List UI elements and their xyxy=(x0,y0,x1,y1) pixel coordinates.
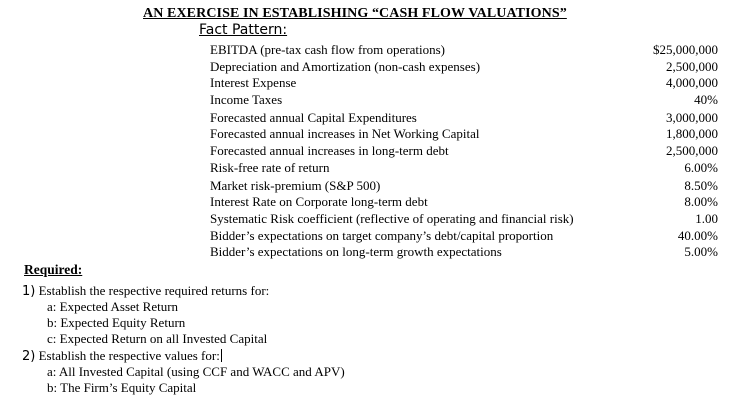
fact-label: Interest Rate on Corporate long-term debt xyxy=(210,194,428,210)
fact-value: 40% xyxy=(694,91,718,107)
fact-row-systematic-risk xyxy=(210,211,718,228)
fact-row-depreciation xyxy=(210,59,718,76)
fact-value: 5.00% xyxy=(684,244,718,260)
fact-row-capex xyxy=(210,110,718,127)
fact-label: Depreciation and Amortization (non-cash expenses) xyxy=(210,58,481,74)
required-item-2[interactable] xyxy=(22,347,345,364)
fact-row-growth-expectations xyxy=(210,244,718,261)
fact-label: Interest Expense xyxy=(210,75,297,91)
fact-pattern-table xyxy=(210,42,718,261)
required-item-number: 1) xyxy=(22,284,36,299)
fact-row-debt-capital-proportion xyxy=(210,228,718,245)
fact-value: 8.00% xyxy=(684,194,718,210)
fact-value: 6.00% xyxy=(684,159,718,175)
required-item-text: Establish the respective required returns for: xyxy=(38,283,270,298)
fact-label: Risk-free rate of return xyxy=(210,159,330,175)
fact-row-ebitda xyxy=(210,42,718,59)
fact-row-market-risk-premium xyxy=(210,178,718,195)
fact-row-net-working-capital xyxy=(210,126,718,143)
required-item-1 xyxy=(22,282,345,299)
required-subitem: a: All Invested Capital (using CCF and WACC and APV) xyxy=(47,364,345,379)
fact-label: Bidder’s expectations on long-term growth expectations xyxy=(210,244,502,260)
required-list xyxy=(22,282,345,396)
fact-label: Forecasted annual Capital Expenditures xyxy=(210,109,417,125)
fact-value: 1.00 xyxy=(695,210,718,226)
fact-row-risk-free-rate xyxy=(210,160,718,177)
fact-pattern-heading: Fact Pattern: xyxy=(199,22,288,38)
document-title: AN EXERCISE IN ESTABLISHING “CASH FLOW VALUATIONS” xyxy=(143,6,567,21)
fact-label: Income Taxes xyxy=(210,91,283,107)
fact-label: Forecasted annual increases in long-term debt xyxy=(210,143,449,159)
fact-value: 3,000,000 xyxy=(666,109,718,125)
required-heading: Required: xyxy=(24,262,83,277)
fact-value: 4,000,000 xyxy=(666,75,718,91)
fact-value: 2,500,000 xyxy=(666,143,718,159)
required-subitem: b: The Firm’s Equity Capital xyxy=(47,380,197,395)
fact-value: 40.00% xyxy=(677,227,718,243)
fact-value: $25,000,000 xyxy=(653,42,718,57)
fact-label: Forecasted annual increases in Net Working Capital xyxy=(210,126,480,142)
fact-value: 8.50% xyxy=(684,177,718,193)
required-subitem: a: Expected Asset Return xyxy=(47,299,179,314)
fact-label: Systematic Risk coefficient (reflective of operating and financial risk) xyxy=(210,210,574,226)
fact-row-long-term-debt xyxy=(210,143,718,160)
required-subitem: b: Expected Equity Return xyxy=(47,315,186,330)
fact-row-interest-rate xyxy=(210,194,718,211)
fact-label: Market risk-premium (S&P 500) xyxy=(210,177,381,193)
text-cursor xyxy=(221,349,222,362)
fact-label: Bidder’s expectations on target company’s debt/capital proportion xyxy=(210,227,554,243)
required-item-text: Establish the respective values for: xyxy=(38,348,220,363)
fact-row-income-taxes xyxy=(210,92,718,109)
fact-value: 1,800,000 xyxy=(666,126,718,142)
fact-label: EBITDA (pre-tax cash flow from operations) xyxy=(210,42,446,57)
required-subitem: c: Expected Return on all Invested Capital xyxy=(47,331,268,346)
fact-row-interest-expense xyxy=(210,75,718,92)
required-item-number: 2) xyxy=(22,349,36,364)
fact-value: 2,500,000 xyxy=(666,58,718,74)
